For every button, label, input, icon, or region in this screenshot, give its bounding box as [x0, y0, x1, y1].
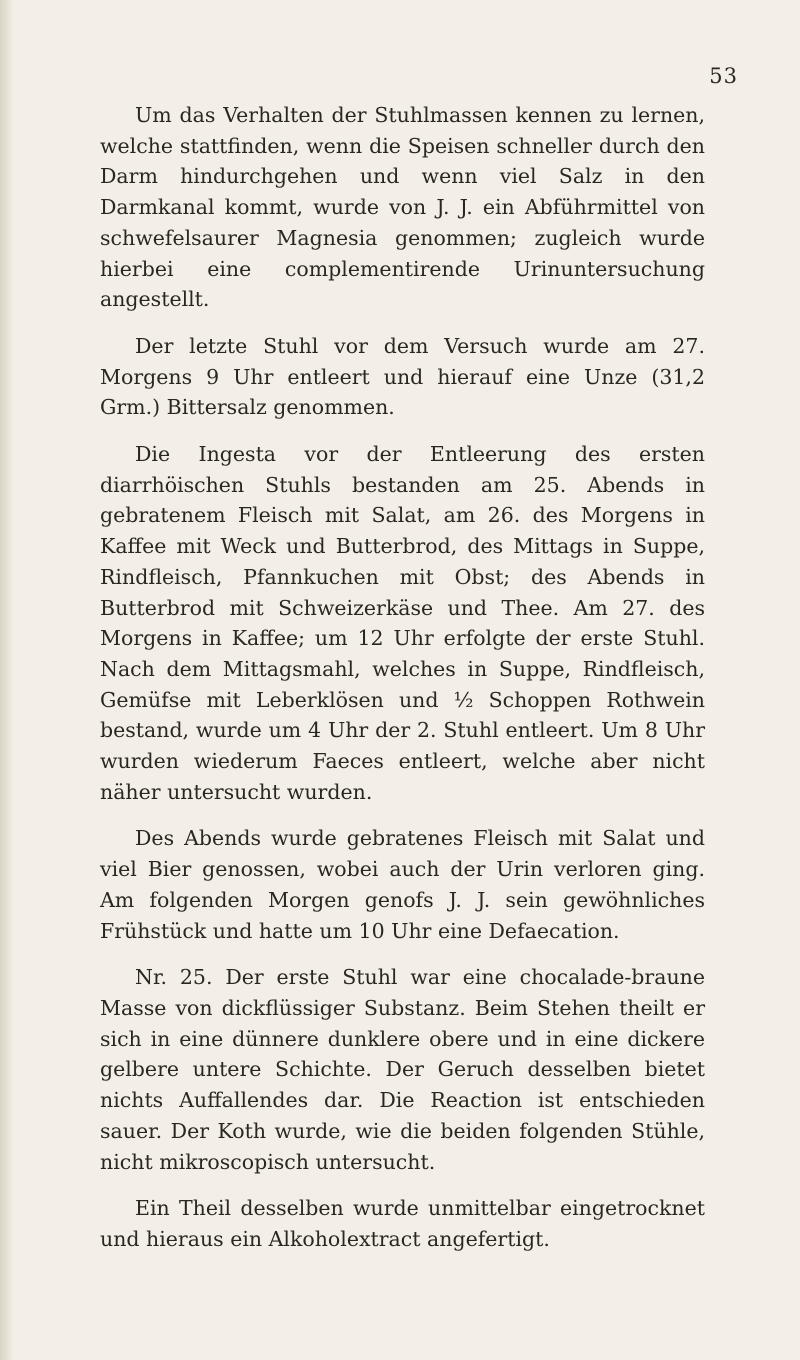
paragraph-5: Nr. 25. Der erste Stuhl war eine chocalade-braune Masse von dickflüssiger Substanz. Beim Stehen theilt er sich in eine dünnere dunklere obere und in eine dickere gelbere untere Schichte. Der Geruch desselben bietet nichts Auffallendes dar. Die Reaction ist entschieden sauer. Der Koth wurde, wie die beiden folgenden Stühle, nicht mikroscopisch untersucht. — [100, 965, 705, 1174]
page-edge-shadow — [0, 0, 14, 1360]
page-number: 53 — [709, 64, 738, 88]
paragraph-2: Der letzte Stuhl vor dem Versuch wurde am 27. Morgens 9 Uhr entleert und hierauf eine Unze (31,2 Grm.) Bittersalz genommen. — [100, 333, 705, 420]
paragraph-3: Die Ingesta vor der Entleerung des ersten diarrhöischen Stuhls bestanden am 25. Abends in gebratenem Fleisch mit Salat, am 26. des Morgens in Kaffee mit Weck und Butterbrod, des Mittags in Suppe, Rindfleisch, Pfannkuchen mit Obst; des Abends in Butterbrod mit Schweizerkäse und Thee. Am 27. des Morgens in Kaffee; um 12 Uhr erfolgte der erste Stuhl. Nach dem Mittagsmahl, welches in Suppe, Rindfleisch, Gemüfse mit Leberklösen und ½ Schoppen Rothwein bestand, wurde um 4 Uhr der 2. Stuhl entleert. Um 8 Uhr wurden wiederum Faeces entleert, welche aber nicht näher untersucht wurden. — [100, 442, 705, 804]
paragraph-6: Ein Theil desselben wurde unmittelbar eingetrocknet und hieraus ein Alkoholextract angefertigt. — [100, 1196, 705, 1251]
paragraph-1: Um das Verhalten der Stuhlmassen kennen zu lernen, welche stattfinden, wenn die Speisen schneller durch den Darm hindurchgehen und wenn viel Salz in den Darmkanal kommt, wurde von J. J. ein Abführmittel von schwefelsaurer Magnesia genommen; zugleich wurde hierbei eine complementirende Urinuntersuchung angestellt. — [100, 103, 705, 312]
body-text — [100, 100, 705, 1255]
paragraph-4: Des Abends wurde gebratenes Fleisch mit Salat und viel Bier genossen, wobei auch der Urin verloren ging. Am folgenden Morgen genofs J. J. sein gewöhnliches Frühstück und hatte um 10 Uhr eine Defaecation. — [100, 826, 705, 943]
